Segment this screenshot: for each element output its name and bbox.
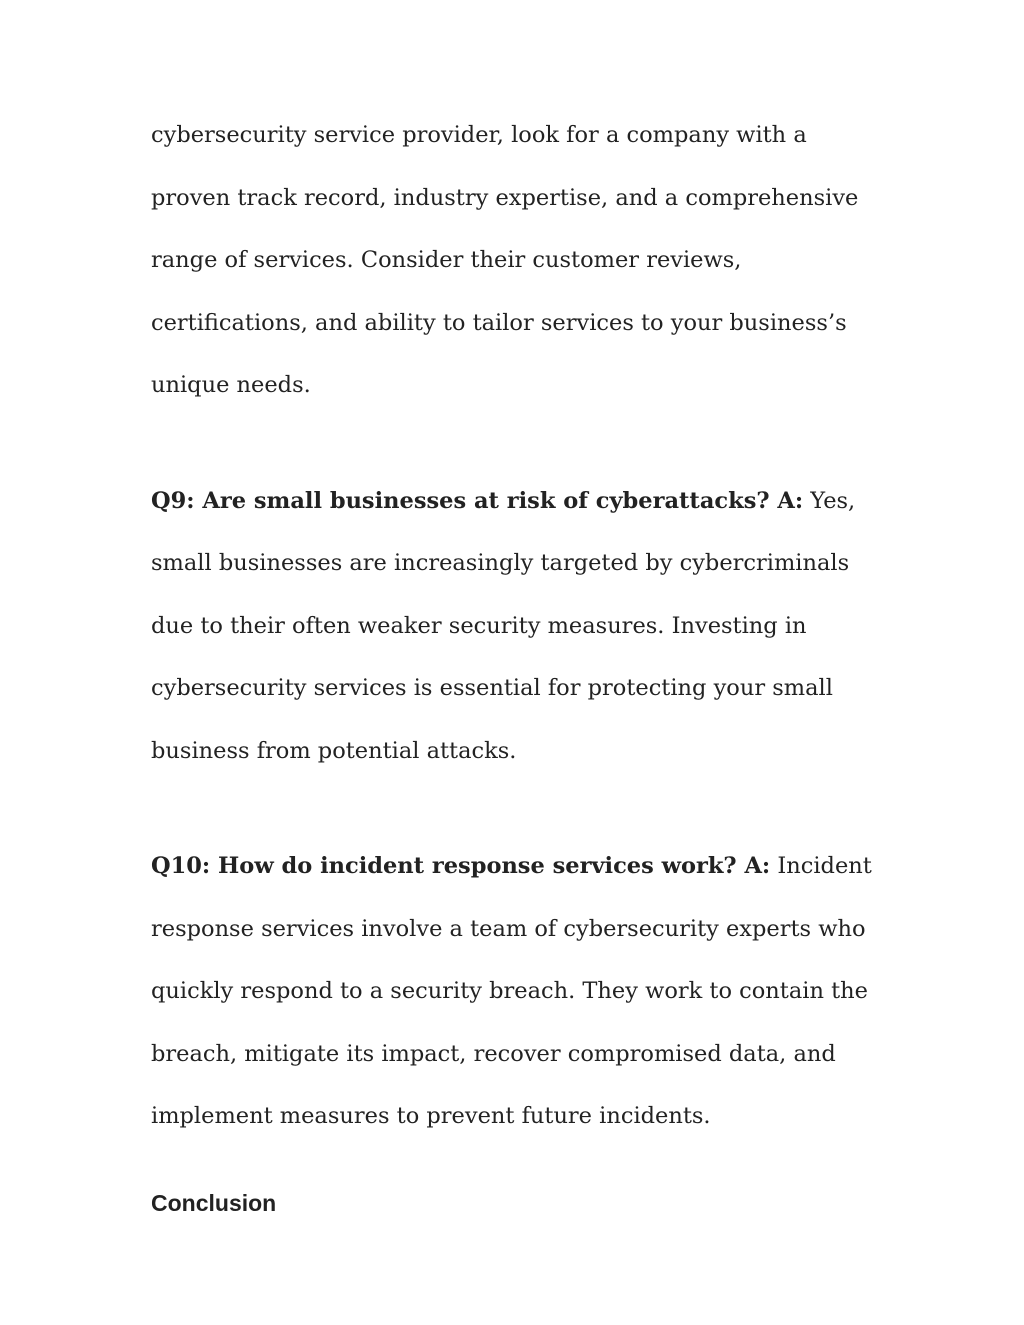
faq-item-q10	[151, 835, 881, 1148]
document-page	[151, 104, 881, 1223]
paragraph-gap	[151, 417, 881, 470]
conclusion-heading: Conclusion	[151, 1189, 277, 1216]
faq-answer: Yes, small businesses are increasingly targeted by cybercriminals due to their often weaker security measures. Investing in cybersecurity services is essential for protecting your small business from potential attacks.	[151, 487, 856, 764]
faq-question: Q9: Are small businesses at risk of cyberattacks? A:	[151, 487, 804, 514]
intro-paragraph	[151, 104, 881, 417]
faq-item-q9	[151, 470, 881, 783]
faq-answer: Incident response services involve a team of cybersecurity experts who quickly respond to a security breach. They work to contain the breach, mitigate its impact, recover compromised data, and implement measures to prevent future incidents.	[151, 853, 872, 1129]
intro-text: cybersecurity service provider, look for a company with a proven track record, industry expertise, and a comprehensive range of services. Consider their customer reviews, certifications, and ability to tailor services to your business’s unique needs.	[151, 122, 859, 398]
faq-question: Q10: How do incident response services work? A:	[151, 853, 771, 879]
paragraph-gap	[151, 782, 881, 835]
